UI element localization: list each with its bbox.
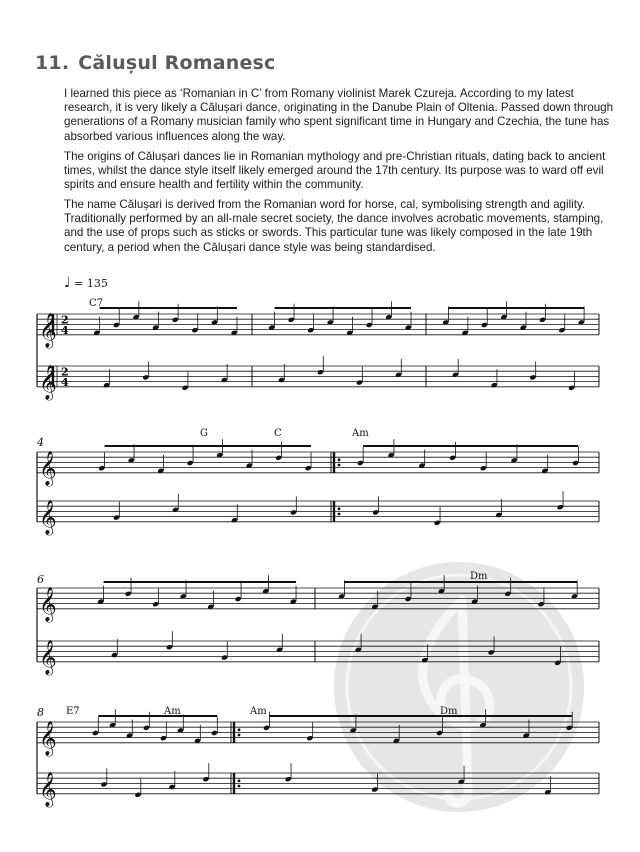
treble-clef-icon: 𝄞 xyxy=(39,771,57,807)
paragraph-2: The origins of Călușari dances lie in Romanian mythology and pre-Christian rituals, dating back to ancient times, whilst the dance style itself likely emerged around the 17th century. Its purpose was to ward off evil spirits and ensure health and fertility within the community. xyxy=(64,150,606,192)
time-signature-bottom: 4 xyxy=(61,375,69,389)
measure-number: 6 xyxy=(37,573,44,586)
treble-clef-icon: 𝄞 xyxy=(39,720,57,756)
piece-name: Călușul Romanesc xyxy=(78,52,276,74)
time-signature-top: 2 xyxy=(61,313,69,327)
repeat-dot xyxy=(338,507,341,510)
treble-clef-icon: 𝄞 xyxy=(39,450,57,486)
chord-label: E7 xyxy=(66,706,80,717)
chord-label: C7 xyxy=(89,298,104,309)
measure-number: 4 xyxy=(37,436,44,449)
piece-number: 11. xyxy=(35,52,70,74)
treble-clef-icon: 𝄞 xyxy=(39,312,57,348)
treble-clef-icon: 𝄞 xyxy=(39,586,57,622)
treble-clef-seal-icon xyxy=(334,562,584,812)
repeat-dot xyxy=(238,728,241,731)
chord-label: G xyxy=(200,428,208,439)
paragraph-1: I learned this piece as ‘Romanian in C’ from Romany violinist Marek Czureja. According to my latest research, it is very likely a Călușari dance, originating in the Danube Plain of Oltenia. Passed down through generations of a Romany musician family who spent significant time in Hungary and Czechia, the tune has absorbed various influences along the way. xyxy=(64,87,614,143)
repeat-dot xyxy=(338,513,341,516)
tempo-value: = 135 xyxy=(74,277,108,290)
measure-number: 8 xyxy=(37,706,44,719)
treble-clef-icon: 𝄞 xyxy=(39,364,57,400)
chord-label: Am xyxy=(352,428,369,439)
treble-clef-icon: 𝄞 xyxy=(39,499,57,535)
repeat-dot xyxy=(238,779,241,782)
time-signature-bottom: 4 xyxy=(61,323,69,337)
repeat-dot xyxy=(238,734,241,737)
chord-label: C xyxy=(274,428,282,439)
paragraph-3: The name Călușari is derived from the Romanian word for horse, cal, symbolising strength and agility. Traditionally performed by an all-male secret society, the dance involves acrobatic movements, stamping, and the use of props such as sticks or swords. This particular tune was likely composed in the late 19th century, a period when the Călușari dance style was being standardised. xyxy=(64,198,604,254)
chord-label: Dm xyxy=(440,706,458,717)
repeat-dot xyxy=(338,464,341,467)
repeat-dot xyxy=(238,785,241,788)
chord-label: Am xyxy=(250,706,267,717)
chord-label: Am xyxy=(164,706,181,717)
chord-label: Dm xyxy=(470,571,488,582)
repeat-dot xyxy=(338,458,341,461)
quarter-note-icon: ♩ xyxy=(64,275,71,291)
time-signature-top: 2 xyxy=(61,365,69,379)
treble-clef-icon: 𝄞 xyxy=(39,639,57,675)
